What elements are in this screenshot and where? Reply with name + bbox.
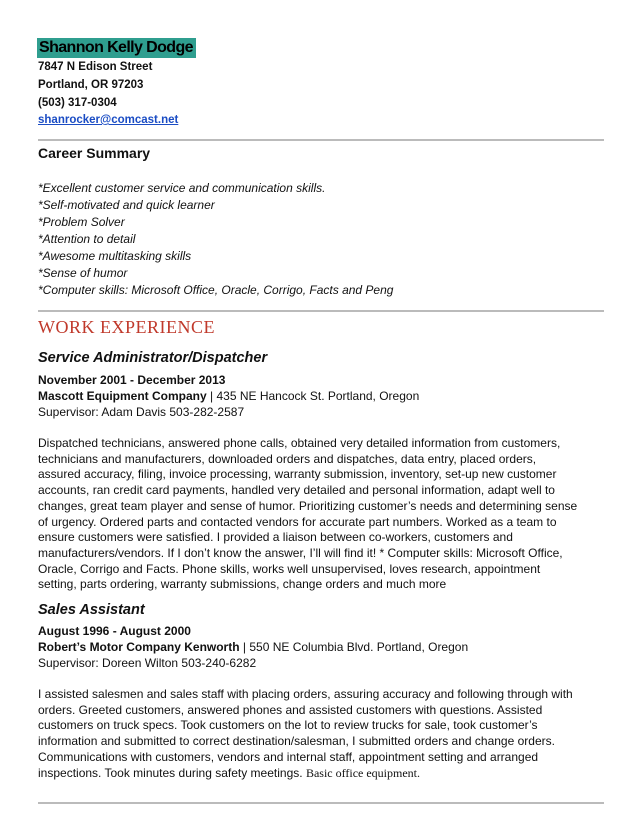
description-line: I assisted salesmen and sales staff with placing orders, assuring accuracy and following through with xyxy=(38,687,573,701)
candidate-name: Shannon Kelly Dodge xyxy=(37,38,196,58)
skill-item: *Computer skills: Microsoft Office, Oracle, Corrigo, Facts and Peng xyxy=(38,283,394,297)
description-tail: Basic office equipment. xyxy=(305,765,421,780)
job-title: Service Administrator/Dispatcher xyxy=(38,350,268,366)
description-line xyxy=(38,766,604,782)
description-line: manufacturers/vendors. If I don’t know the answer, I’ll will find it! * Computer skills: Microsoft Office, xyxy=(38,545,563,560)
skill-item: *Excellent customer service and communication skills. xyxy=(38,181,326,195)
description-line: information and submitted to correct destination/salesman, I submitted orders and change orders. xyxy=(38,734,555,749)
job-title: Sales Assistant xyxy=(38,602,145,618)
job-supervisor: Supervisor: Adam Davis 503-282-2587 xyxy=(38,405,245,419)
description-line: orders. Greeted customers, answered phones and assisted customers with questions. Assisted xyxy=(38,702,543,717)
description-line: Communications with customers, vendors and internal staff, appointment setting and arranged xyxy=(38,749,539,764)
description-line: customers on truck specs. Took customers on the lot to review trucks for sale, took customer’s xyxy=(38,718,538,733)
description-text: inspections. Took minutes during safety meetings. xyxy=(38,765,303,780)
job-company-line xyxy=(38,389,419,403)
description-line: Oracle, Corrigo and Facts. Phone skills, works well unsupervised, loves research, appointment xyxy=(38,561,541,576)
skills-list xyxy=(38,180,393,299)
description-line: accounts, ran credit card payments, handled very detailed and personal information, adapt well to xyxy=(38,483,555,498)
description-line: assured accuracy, filing, invoice processing, warranty submission, inventory, set-up new customer xyxy=(38,467,557,482)
job-dates: November 2001 - December 2013 xyxy=(38,373,226,387)
description-line: ensure customers were satisfied. I provided a liaison between co-workers, customers and xyxy=(38,530,513,545)
company-name: Robert’s Motor Company Kenworth xyxy=(38,640,240,654)
skill-item: *Self-motivated and quick learner xyxy=(38,198,215,212)
skill-item: *Attention to detail xyxy=(38,232,136,246)
email-link[interactable]: shanrocker@comcast.net xyxy=(38,114,179,126)
street-address: 7847 N Edison Street xyxy=(38,61,153,73)
phone-number: (503) 317-0304 xyxy=(38,97,117,109)
job-company-line xyxy=(38,640,468,654)
description-line: technicians and manufacturers, downloaded orders and dispatches, data entry, placed orders, xyxy=(38,451,537,466)
skill-item: *Problem Solver xyxy=(38,215,125,229)
company-address: | 550 NE Columbia Blvd. Portland, Oregon xyxy=(239,640,469,654)
job-description xyxy=(38,436,604,593)
skill-item: *Sense of humor xyxy=(38,266,128,280)
company-name: Mascott Equipment Company xyxy=(38,389,207,403)
description-line: setting, parts ordering, warranty submissions, change orders and much more xyxy=(38,577,447,592)
job-description xyxy=(38,687,604,781)
job-dates: August 1996 - August 2000 xyxy=(38,624,191,638)
career-summary-heading: Career Summary xyxy=(38,145,151,161)
work-experience-heading: WORK EXPERIENCE xyxy=(38,317,215,337)
divider xyxy=(38,310,604,312)
job-supervisor: Supervisor: Doreen Wilton 503-240-6282 xyxy=(38,656,257,670)
skill-item: *Awesome multitasking skills xyxy=(38,249,192,263)
description-line: of urgency. Ordered parts and contacted vendors for accurate part numbers. Worked as a team to xyxy=(38,514,557,529)
divider xyxy=(38,802,604,804)
city-state-zip: Portland, OR 97203 xyxy=(38,79,144,91)
description-line: Dispatched technicians, answered phone calls, obtained very detailed information from customers, xyxy=(38,436,561,450)
description-line: changes, great team player and sense of humor. Prioritizing customer’s needs and determining sense xyxy=(38,498,578,513)
company-address: | 435 NE Hancock St. Portland, Oregon xyxy=(206,389,420,403)
divider xyxy=(38,139,604,141)
